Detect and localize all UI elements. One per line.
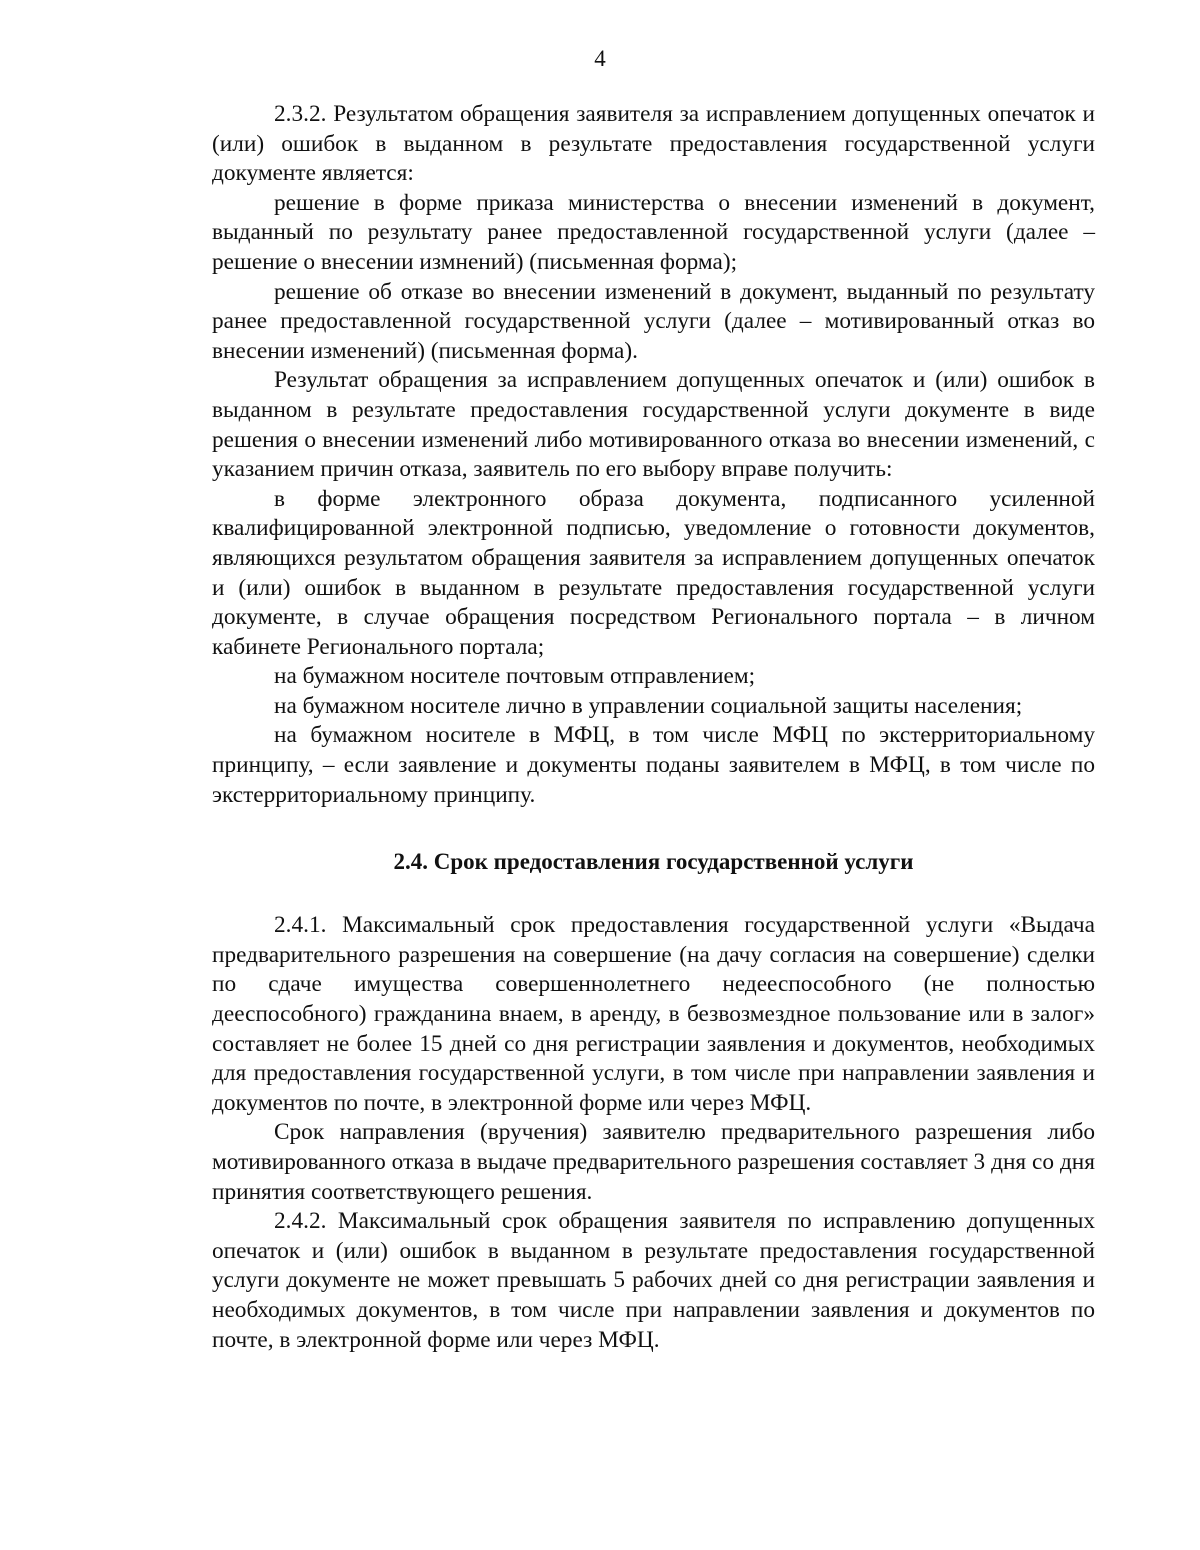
- paragraph-delivery-term: Срок направления (вручения) заявителю предварительного разрешения либо мотивированного отказа в выдаче предварительного разрешения составляет 3 дня со дня принятия соответствующего решения.: [212, 1119, 1095, 1205]
- paragraph-decision-amend: решение в форме приказа министерства о внесении изменений в документ, выданный по результату ранее предоставленной государственной услуги (далее – решение о внесении измнений) (письменная форма);: [212, 189, 1095, 275]
- page-number: 4: [594, 46, 606, 71]
- document-body: [212, 100, 1095, 1355]
- section-heading-2-4: 2.4. Срок предоставления государственной услуги: [393, 849, 914, 875]
- paragraph-2-4-2: 2.4.2. Максимальный срок обращения заявителя по исправлению допущенных опечаток и (или) ошибок в выданном в результате предоставления государственной услуги документе не может превышать 5 рабочих дней со дня регистрации заявления и необходимых документов, в том числе при направлении заявления и документов по почте, в электронной форме или через МФЦ.: [212, 1208, 1095, 1353]
- paragraph-delivery-electronic: в форме электронного образа документа, подписанного усиленной квалифицированной электронной подписью, уведомление о готовности документов, являющихся результатом обращения заявителя за исправлением допущенных опечаток и (или) ошибок в выданном в результате предоставления государственной услуги документе, в случае обращения посредством Регионального портала – в личном кабинете Регионального портала;: [212, 485, 1095, 660]
- paragraph-delivery-in-person: на бумажном носителе лично в управлении социальной защиты населения;: [274, 692, 1023, 719]
- paragraph-delivery-mfc: на бумажном носителе в МФЦ, в том числе МФЦ по экстерриториальному принципу, – если заявление и документы поданы заявителем в МФЦ, в том числе по экстерриториальному принципу.: [212, 722, 1095, 808]
- paragraph-2-4-1: 2.4.1. Максимальный срок предоставления государственной услуги «Выдача предварительного разрешения на совершение (на дачу согласия на совершение) сделки по сдаче имущества совершеннолетнего недееспособного (не полностью дееспособного) гражданина внаем, в аренду, в безвозмездное пользование или в залог» составляет не более 15 дней со дня регистрации заявления и документов, необходимых для предоставления государственной услуги, в том числе при направлении заявления и документов по почте, в электронной форме или через МФЦ.: [212, 912, 1095, 1116]
- paragraph-result-delivery: Результат обращения за исправлением допущенных опечаток и (или) ошибок в выданном в результате предоставления государственной услуги документе в виде решения о внесении изменений либо мотивированного отказа во внесении изменений, с указанием причин отказа, заявитель по его выбору вправе получить:: [212, 367, 1095, 483]
- paragraph-decision-refuse: решение об отказе во внесении изменений в документ, выданный по результату ранее предоставленной государственной услуги (далее – мотивированный отказ во внесении изменений) (письменная форма).: [212, 278, 1095, 364]
- paragraph-2-3-2-intro: 2.3.2. Результатом обращения заявителя за исправлением допущенных опечаток и (или) ошибок в выданном в результате предоставления государственной услуги документе является:: [212, 101, 1095, 187]
- paragraph-delivery-post: на бумажном носителе почтовым отправлением;: [274, 663, 756, 690]
